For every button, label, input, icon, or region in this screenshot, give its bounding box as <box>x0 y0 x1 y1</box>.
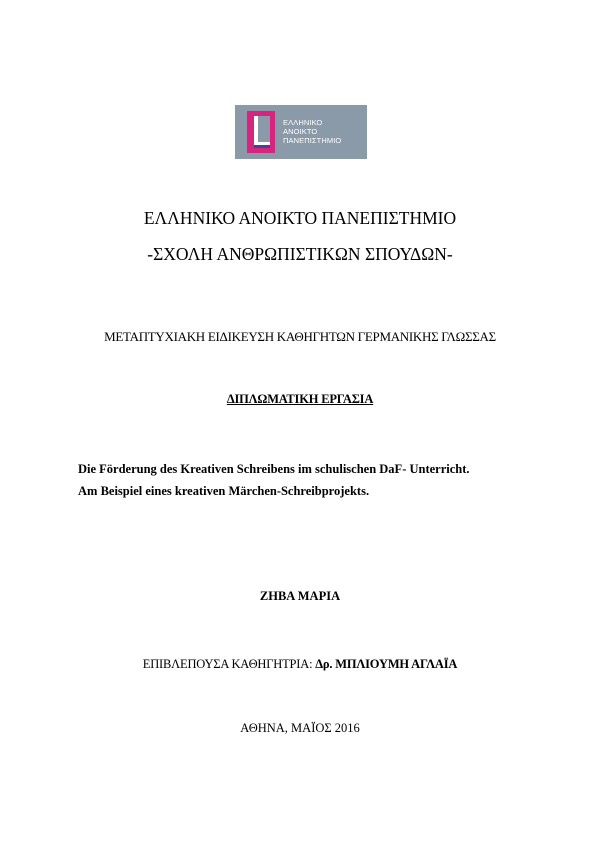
supervisor-label: ΕΠΙΒΛΕΠΟΥΣΑ ΚΑΘΗΓΗΤΡΙΑ: <box>142 657 313 671</box>
logo-line-3: ΠΑΝΕΠΙΣΤΗΜΙΟ <box>283 136 342 145</box>
university-logo-mark-icon <box>247 111 275 153</box>
place-and-date: ΑΘΗΝΑ, ΜΑΪΟΣ 2016 <box>240 721 360 735</box>
thesis-title <box>78 458 558 502</box>
logo-line-2: ΑΝΟΙΚΤΟ <box>283 127 318 136</box>
supervisor-line <box>0 656 600 672</box>
thesis-title-line-1: Die Förderung des Kreativen Schreibens im schulischen DaF- Unterricht. <box>78 462 470 476</box>
supervisor-name: Δρ. ΜΠΛΙΟΥΜΗ ΑΓΛΑΪΑ <box>315 657 458 671</box>
school-name: -ΣΧΟΛΗ ΑΝΘΡΩΠΙΣΤΙΚΩΝ ΣΠΟΥΔΩΝ- <box>147 244 453 264</box>
thesis-type-label: ΔΙΠΛΩΜΑΤΙΚΗ ΕΡΓΑΣΙΑ <box>226 392 374 406</box>
program-name: ΜΕΤΑΠΤΥΧΙΑΚΗ ΕΙΔΙΚΕΥΣΗ ΚΑΘΗΓΗΤΩΝ ΓΕΡΜΑΝΙΚΗΣ ΓΛΩΣΣΑΣ <box>104 329 496 344</box>
university-logo <box>235 105 367 159</box>
university-name: ΕΛΛΗΝΙΚΟ ΑΝΟΙΚΤΟ ΠΑΝΕΠΙΣΤΗΜΙΟ <box>143 208 457 228</box>
university-logo-text <box>283 118 341 145</box>
author-name: ΖΗΒΑ ΜΑΡΙΑ <box>259 589 341 603</box>
thesis-title-line-2: Am Beispiel eines kreativen Märchen-Schreibprojekts. <box>78 484 370 498</box>
logo-line-1: ΕΛΛΗΝΙΚΟ <box>283 118 323 127</box>
